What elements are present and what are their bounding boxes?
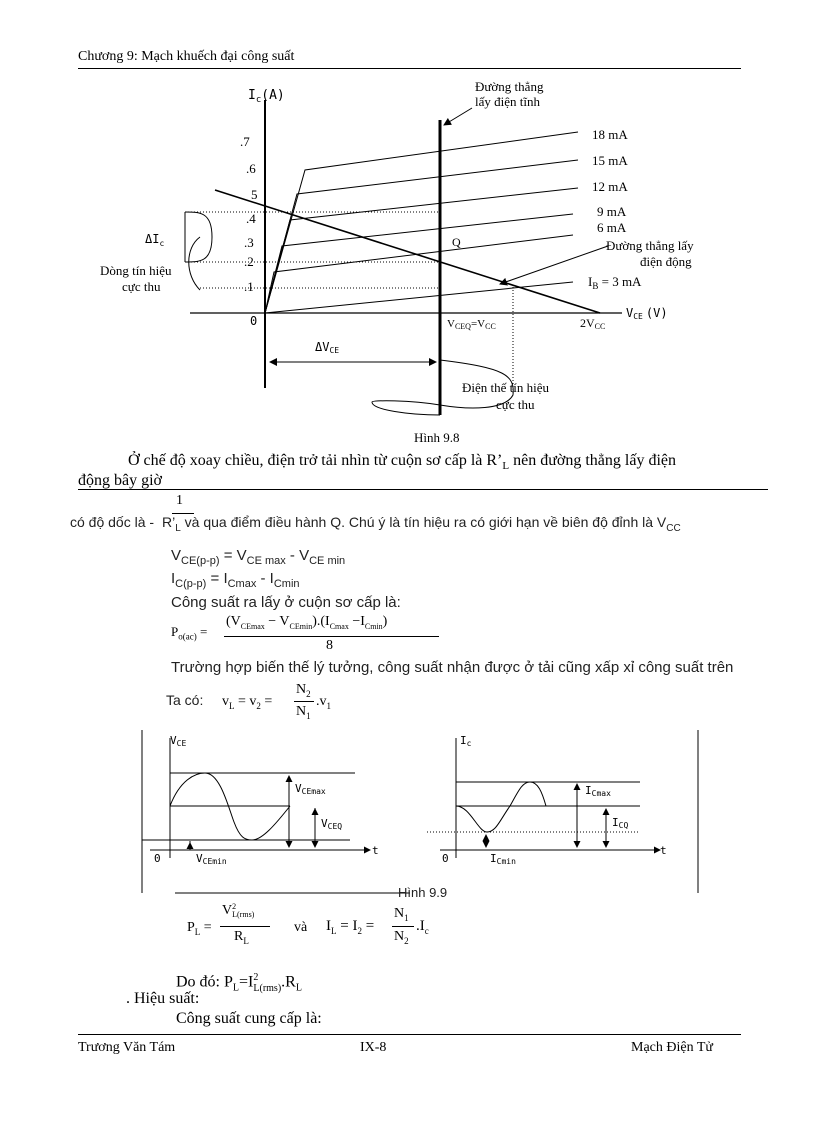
q-point-label: Q (452, 235, 461, 249)
and-word: và (294, 920, 308, 935)
ic-signal-label-2: cực thu (122, 279, 161, 294)
left-time-label: t (372, 844, 379, 857)
power-out-text: Công suất ra lấy ở cuộn sơ cấp là: (171, 594, 401, 611)
y-tick-labels (240, 134, 258, 294)
figure-9-9-caption: Hình 9.9 (398, 885, 448, 900)
eq-il-denominator: $N_2$ (394, 929, 409, 946)
section-rule (78, 489, 768, 490)
static-line-label-1: Đường thẳng (475, 79, 544, 94)
dynamic-load-line (215, 190, 600, 313)
right-time-label: t (660, 844, 667, 857)
ta-co-label: Ta có: (166, 692, 204, 708)
paragraph-slope: có độ dốc là - $R’_L$ và qua điểm điều hành Q. Chú ý là tín hiệu ra có giới hạn về biên độ đỉnh là $V_{CC}$ (70, 514, 681, 534)
vcemin-label: VCEmin (196, 852, 227, 866)
svg-text:9 mA: 9 mA (597, 204, 627, 219)
eq-vl-tail: $.v_1$ (316, 694, 331, 711)
svg-text:.4: .4 (246, 211, 256, 226)
svg-text:.1: .1 (244, 279, 254, 294)
eq-pl-rms: Do đó: $P_L=I^2_{L(rms)}.R_L$ (176, 972, 302, 994)
svg-text:.3: .3 (244, 235, 254, 250)
characteristic-curves (265, 132, 578, 313)
delta-vce-label: ΔVCE (315, 340, 340, 355)
two-vcc-label: 2VCC (580, 316, 606, 331)
eq-pl-denominator: $R_L$ (234, 929, 249, 946)
svg-text:15 mA: 15 mA (592, 153, 628, 168)
ib-label: $I_B = 3$ mA (588, 274, 642, 291)
dynamic-line-label-2: điện động (640, 254, 692, 269)
static-line-label-2: lấy điện tĩnh (475, 94, 540, 109)
static-line-pointer (444, 108, 472, 125)
footer-rule (78, 1034, 741, 1035)
eq-vl: $v_L = v_2$ = (222, 694, 273, 711)
eq-il: $I_L = I_2$ = (326, 918, 375, 936)
efficiency-heading: . Hiệu suất: (126, 990, 200, 1007)
footer-author: Trương Văn Tám (78, 1040, 176, 1055)
right-axis-label: Ic (460, 734, 472, 748)
vce-signal-label-2: cực thu (496, 397, 535, 412)
figure-9-8-caption: Hình 9.8 (414, 430, 460, 445)
dynamic-line-label-1: Đường thẳng lấy (606, 238, 694, 253)
svg-text:.6: .6 (246, 161, 256, 176)
delta-ic-label: $\Delta I_c$ (145, 232, 165, 248)
vceq-label: VCEQ=VCC (447, 318, 496, 331)
supply-power-text: Công suất cung cấp là: (176, 1010, 322, 1027)
svg-text:.2: .2 (244, 254, 254, 269)
origin-label: 0 (250, 314, 258, 328)
paragraph-ac-load-line2: động bây giờ (78, 472, 163, 489)
eq-il-fraction-bar (392, 926, 414, 927)
ic-signal-label-1: Dòng tín hiệu (100, 263, 172, 278)
icmin-label: ICmin (490, 852, 516, 866)
eq-vl-denominator: $N_1$ (296, 704, 311, 721)
svg-text:6 mA: 6 mA (597, 220, 627, 235)
page-header: Chương 9: Mạch khuếch đại công suất (78, 49, 295, 64)
eq-vl-numerator: $N_2$ (296, 682, 311, 699)
slope-fraction-numerator: 1 (176, 493, 183, 508)
eq-ic-pp: $I_{C(p-p)} = I_{Cmax} - I_{Cmin}$ (171, 570, 300, 590)
icq-label: ICQ (612, 816, 629, 830)
left-axis-label: VCE (170, 734, 187, 748)
svg-text:.7: .7 (240, 134, 250, 149)
ic-sine (456, 782, 546, 832)
svg-text:18 mA: 18 mA (592, 127, 628, 142)
left-origin: 0 (154, 852, 161, 865)
eq-po-denominator: 8 (326, 638, 333, 653)
eq-pl: $P_L$ = (187, 920, 212, 937)
svg-text:12 mA: 12 mA (592, 179, 628, 194)
eq-il-tail: $.I_c$ (416, 918, 429, 936)
paragraph-ac-load: Ở chế độ xoay chiều, điện trở tải nhìn từ cuộn sơ cấp là $R’_L$ nên đường thẳng lấy điện (128, 452, 676, 473)
eq-po-numerator: $(V_{CEmax} - V_{CEmin}).(I_{Cmax} -I_{Cmin})$ (226, 614, 388, 631)
icmax-label: ICmax (585, 784, 611, 798)
eq-pl-numerator: V 2 L(rms) (222, 902, 255, 919)
right-origin: 0 (442, 852, 449, 865)
eq-po-ac: $P_{o(ac)}$ = (171, 624, 208, 642)
eq-po-fraction-bar (224, 636, 439, 637)
ic-axis-label: $I_c(A)$ (248, 88, 285, 105)
footer-page-number: IX-8 (360, 1040, 387, 1055)
eq-vce-pp: $V_{CE(p-p)} = V_{CE max} - V_{CE min}$ (171, 547, 346, 567)
svg-text:5: 5 (251, 187, 258, 202)
eq-il-numerator: $N_1$ (394, 906, 409, 923)
footer-book-title: Mạch Điện Tử (631, 1040, 713, 1055)
vce-axis-label: VCE (V) (626, 306, 668, 321)
eq-vl-fraction-bar (294, 701, 314, 702)
vceq-label-fig99: VCEQ (321, 817, 343, 831)
curve-labels (592, 127, 628, 235)
eq-pl-fraction-bar (220, 926, 270, 927)
figure-9-9 (0, 720, 816, 900)
vce-signal-label-1: Điện thế tín hiệu (462, 380, 550, 395)
figure-9-8 (0, 0, 816, 450)
ideal-transformer-text: Trường hợp biến thế lý tưởng, công suất nhận được ở tải cũng xấp xỉ công suất trên (171, 659, 734, 676)
vcemax-label: VCEmax (295, 782, 326, 796)
